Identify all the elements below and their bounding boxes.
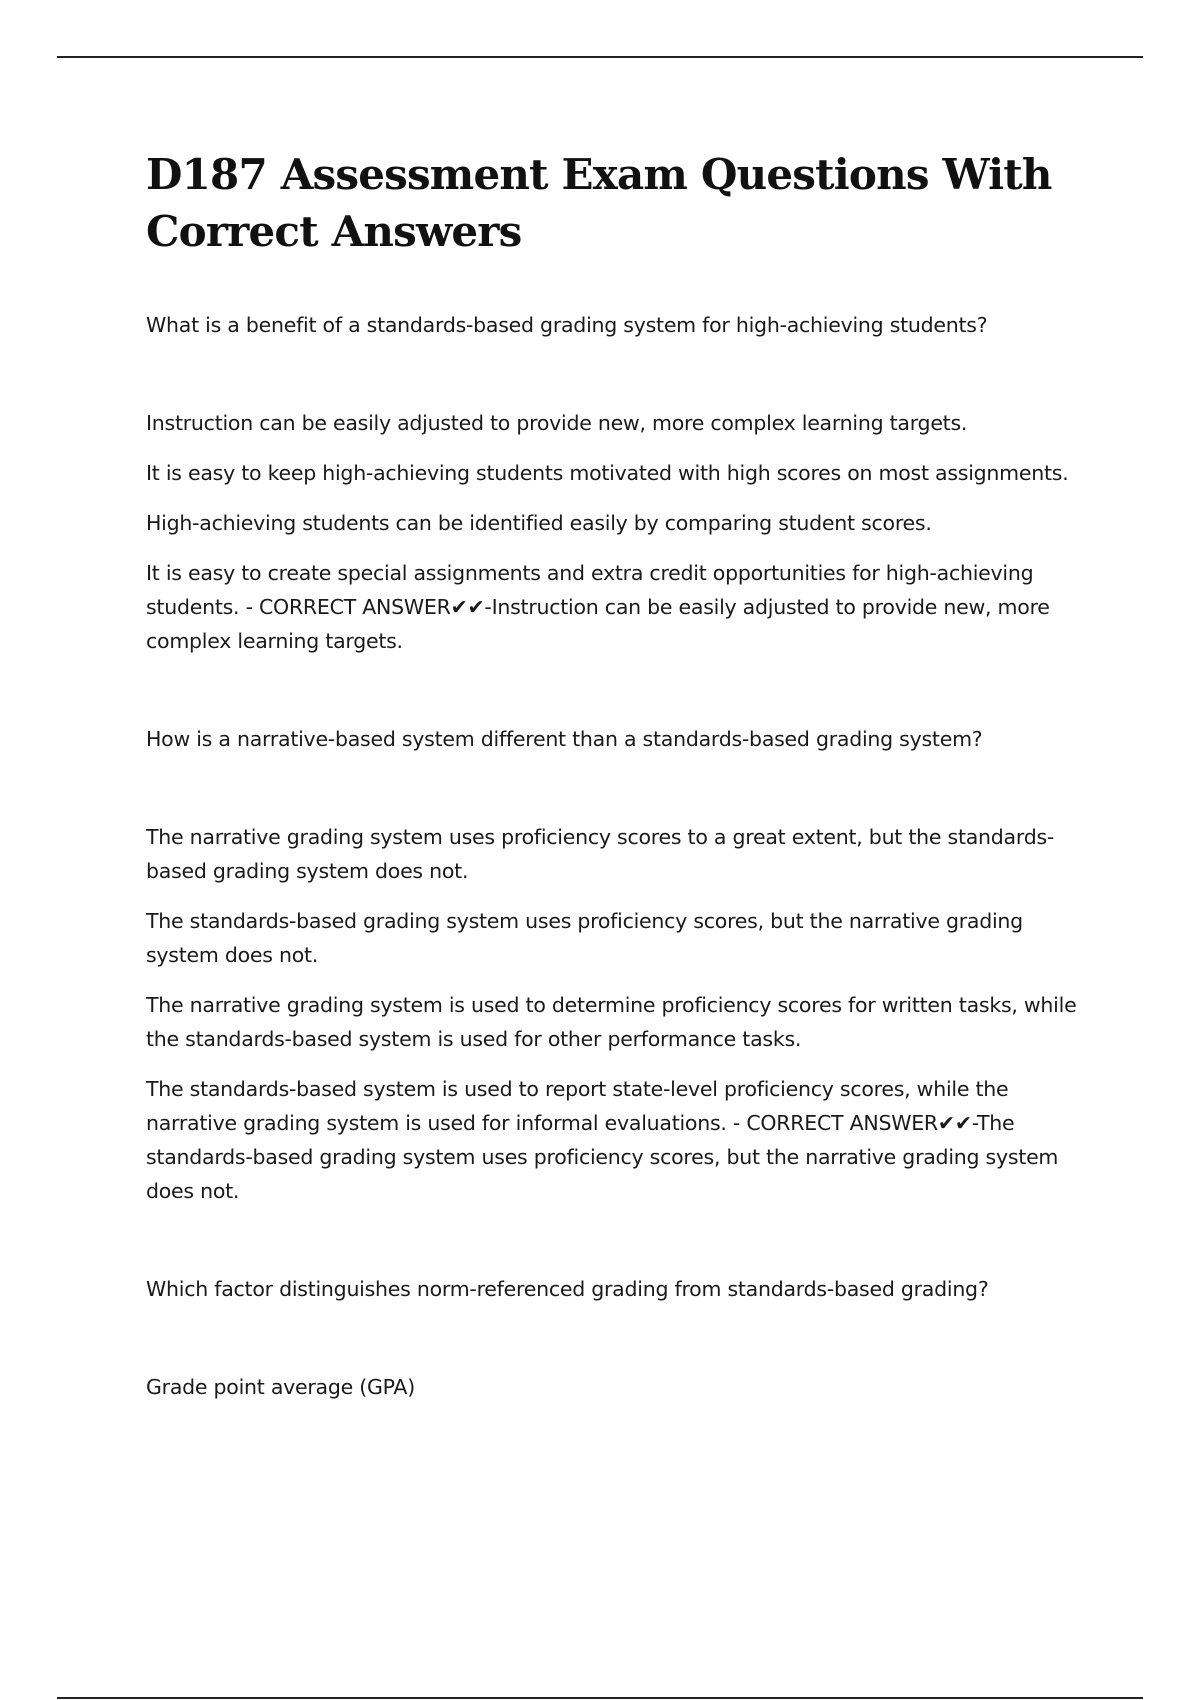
- answer-option: The standards-based grading system uses proficiency scores, but the narrative grading system does not.: [146, 909, 1023, 967]
- answer-option: Grade point average (GPA): [146, 1375, 415, 1399]
- answer-option-with-correct-answer: The standards-based system is used to report state-level proficiency scores, while the narrative grading system is used for informal evaluations. - CORRECT ANSWER✔✔-The standards-based grading system uses proficiency scores, but the narrative grading system does not.: [146, 1077, 1059, 1203]
- answer-option-with-correct-answer: It is easy to create special assignments and extra credit opportunities for high-achieving students. - CORRECT ANSWER✔✔-Instruction can be easily adjusted to provide new, more complex learning targets.: [146, 561, 1050, 653]
- header-rule: [57, 56, 1143, 58]
- question-text: What is a benefit of a standards-based grading system for high-achieving students?: [146, 313, 988, 337]
- question-block-3: [146, 1272, 1096, 1404]
- answer-option: It is easy to keep high-achieving students motivated with high scores on most assignments.: [146, 461, 1069, 485]
- question-block-2: [146, 722, 1096, 1208]
- answer-option: The narrative grading system uses proficiency scores to a great extent, but the standards-based grading system does not.: [146, 825, 1055, 883]
- footer-rule: [57, 1697, 1143, 1699]
- question-text: Which factor distinguishes norm-referenced grading from standards-based grading?: [146, 1277, 989, 1301]
- answer-option: Instruction can be easily adjusted to provide new, more complex learning targets.: [146, 411, 968, 435]
- document-title: D187 Assessment Exam Questions With Correct Answers: [146, 150, 1052, 256]
- answer-option: The narrative grading system is used to determine proficiency scores for written tasks, while the standards-based system is used for other performance tasks.: [146, 993, 1077, 1051]
- document-body: [146, 146, 1096, 1468]
- answer-option: High-achieving students can be identified easily by comparing student scores.: [146, 511, 932, 535]
- question-text: How is a narrative-based system different than a standards-based grading system?: [146, 727, 983, 751]
- question-block-1: [146, 308, 1096, 658]
